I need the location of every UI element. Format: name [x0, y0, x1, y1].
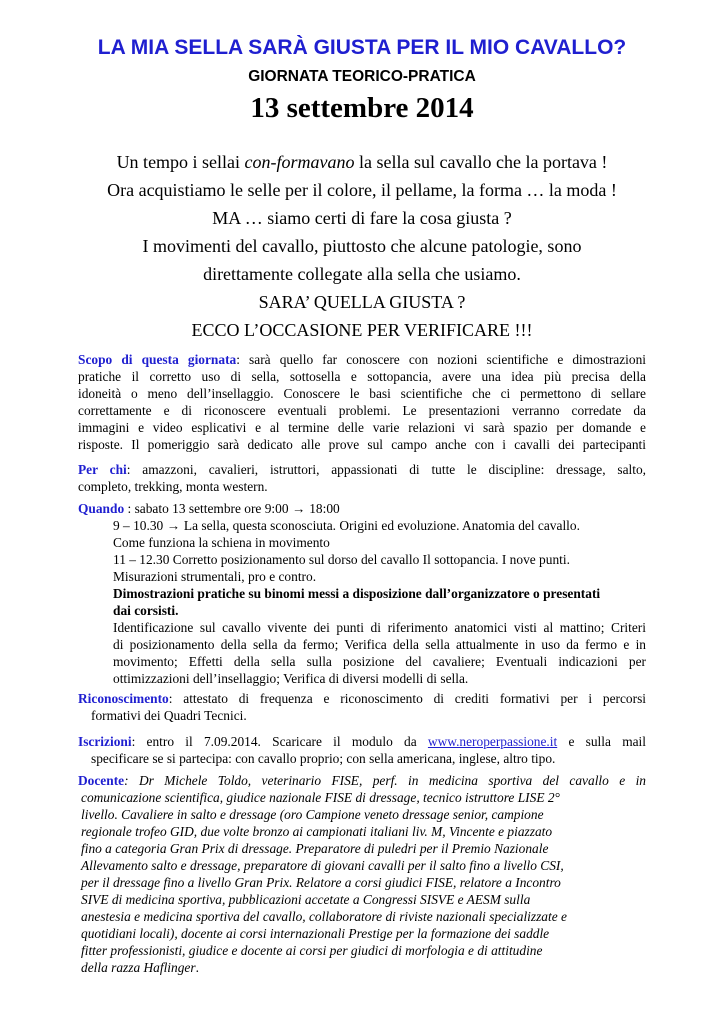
schedule-line: di posizionamento della sella da fermo; Verifica della sella attualmente in uso da fermo e in	[113, 637, 646, 652]
text-line: idoneità o meno dell’insellaggio. Conoscere le basi scientifiche che ci permettono di sellare	[78, 386, 646, 401]
event-title: LA MIA SELLA SARÀ GIUSTA PER IL MIO CAVALLO?	[97, 36, 627, 59]
text-line: della razza Haflinger.	[81, 960, 199, 975]
text-line: pratiche il corretto uso di sella, sottosella e sottopancia, avere una idea più precisa della	[78, 369, 646, 384]
text-line: formativi dei Quadri Tecnici.	[91, 708, 247, 723]
text-line: regionale trofeo GID, due volte bronzo ai campionati italiani liv. M, Vincente e piazzato	[81, 824, 553, 839]
demo-heading: dai corsisti.	[113, 603, 179, 618]
section-per-chi	[78, 461, 646, 495]
text-line: risposte. Il pomeriggio sarà dedicato alle prove sul campo anche con i cavalli dei partecipanti	[78, 437, 646, 452]
text-line: completo, trekking, monta western.	[78, 479, 268, 494]
event-subtitle: GIORNATA TEORICO-PRATICA	[248, 68, 476, 85]
text-line: fino a categoria Gran Prix di dressage. Preparatore di puledri per il Premio Nazionale	[81, 841, 549, 856]
intro-block	[0, 148, 724, 344]
text-line: Iscrizioni: entro il 7.09.2014. Scaricare il modulo da www.neroperpassione.it e sulla mail	[78, 734, 646, 749]
arrow-icon: →	[292, 501, 306, 516]
text-line: quotidiani locali), docente ai corsi internazionali Prestige per la formazione dei saddle	[81, 926, 550, 941]
text-line: Docente: Dr Michele Toldo, veterinario FISE, perf. in medicina sportiva del cavallo e in	[78, 773, 646, 788]
intro-emphasis: con-formavano	[244, 152, 355, 172]
schedule-line: Misurazioni strumentali, pro e contro.	[113, 569, 317, 584]
schedule-line: movimento; Effetti della sella sulla posizione del cavaliere; Eventuali indicazioni per	[113, 654, 646, 669]
section-iscrizioni	[78, 733, 646, 767]
text-line: correttamente e di riconoscere eventuali problemi. Le presentazioni verranno corredate da	[78, 403, 646, 418]
intro-line: I movimenti del cavallo, piuttosto che alcune patologie, sono	[142, 236, 582, 256]
section-scopo	[78, 351, 646, 453]
text-line: livello. Cavaliere in salto e dressage (oro Campione veneto dressage senior, campione	[81, 807, 544, 822]
intro-line: Un tempo i sellai con-formavano la sella sul cavallo che la portava !	[116, 152, 608, 172]
text-line: fitter professionisti, giudice e docente ai corsi per giudici di morfologia e di attitudine	[81, 943, 543, 958]
section-label: Riconoscimento	[78, 691, 169, 706]
schedule-line: Identificazione sul cavallo vivente dei punti di riferimento anatomici visti al mattino; Criteri	[113, 620, 646, 635]
section-riconoscimento	[78, 690, 646, 724]
text-line: Per chi: amazzoni, cavalieri, istruttori, appassionati di tutte le discipline: dressage, salto,	[78, 462, 646, 477]
schedule-line: 11 – 12.30 Corretto posizionamento sul dorso del cavallo Il sottopancia. I nove punti.	[113, 552, 570, 567]
section-docente	[78, 772, 646, 976]
text-line: Quando : sabato 13 settembre ore 9:00 → 18:00	[78, 501, 340, 516]
text-line: immagini e video esplicativi e al termine delle varie relazioni vi sarà spazio per domande e	[78, 420, 646, 435]
section-quando	[78, 500, 646, 687]
intro-line: MA … siamo certi di fare la cosa giusta ?	[212, 208, 512, 228]
schedule-line: ottimizzazioni dell’insellaggio; Verifica di diversi modelli di sella.	[113, 671, 469, 686]
section-label: Quando	[78, 501, 125, 516]
intro-line: ECCO L’OCCASIONE PER VERIFICARE !!!	[191, 320, 533, 340]
text-line: SIVE di medicina sportiva, pubblicazioni accetate a Congressi SISVE e AESM sulla	[81, 892, 531, 907]
intro-line: Ora acquistiamo le selle per il colore, il pellame, la forma … la moda !	[107, 180, 617, 200]
schedule-line: 9 – 10.30 → La sella, questa sconosciuta. Origini ed evoluzione. Anatomia del cavallo.	[113, 518, 580, 533]
intro-line: direttamente collegate alla sella che usiamo.	[203, 264, 521, 284]
section-label: Per chi	[78, 462, 127, 477]
text-line: Riconoscimento: attestato di frequenza e riconoscimento di crediti formativi per i percorsi	[78, 691, 646, 706]
text-line: per il dressage fino a livello Gran Prix. Relatore a corsi giudici FISE, relatore a Incontro	[81, 875, 561, 890]
text-line: Allevamento salto e dressage, preparatore di giovani cavalli per il salto fino a livello CSI,	[81, 858, 564, 873]
text-line: anestesia e medicina sportiva del cavallo, collaboratore di riviste nazionali specializzate e	[81, 909, 567, 924]
text-line: specificare se si partecipa: con cavallo proprio; con sella americana, inglese, altro tipo.	[91, 751, 556, 766]
schedule-line: Come funziona la schiena in movimento	[113, 535, 330, 550]
event-date: 13 settembre 2014	[250, 92, 474, 124]
section-label: Iscrizioni	[78, 734, 132, 749]
section-label: Docente	[78, 773, 125, 788]
intro-line: SARA’ QUELLA GIUSTA ?	[258, 292, 466, 312]
demo-heading: Dimostrazioni pratiche su binomi messi a disposizione dall’organizzatore o presentati	[113, 586, 601, 601]
arrow-icon: →	[166, 518, 181, 533]
text-line: comunicazione scientifica, giudice nazionale FISE di dressage, tecnico istruttore LISE 2°	[81, 790, 560, 805]
website-link[interactable]: www.neroperpassione.it	[427, 734, 558, 749]
text-line: Scopo di questa giornata: sarà quello far conoscere con nozioni scientifiche e dimostrazioni	[78, 352, 646, 367]
section-label: Scopo di questa giornata	[78, 352, 237, 367]
